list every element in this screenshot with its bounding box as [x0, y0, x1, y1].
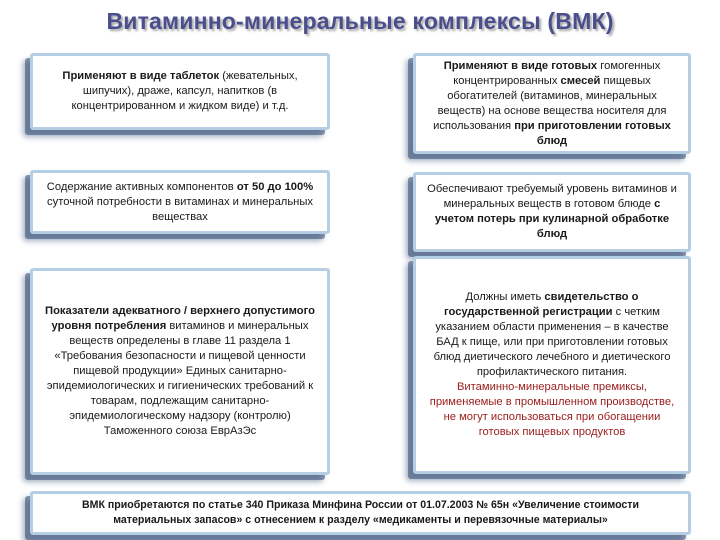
required-level-text-1: Обеспечивают требуемый уровень витаминов и минеральных веществ в готовом блюде	[427, 183, 677, 210]
state-registration-bold: свидетельство о государственной регистрации	[444, 291, 639, 318]
purchase-article-text: ВМК приобретаются по статье 340 Приказа Минфина России от 01.07.2003 № 65н «Увеличение стоимости материальных запасов» с отнесением к разделу «медикаменты и перевязочные материалы»	[82, 499, 639, 526]
active-content-text-2: суточной потребности в витаминах и минеральных веществах	[47, 195, 313, 223]
tablets-usage-card	[30, 53, 330, 130]
state-registration-text-2: с четким указанием области применения – в качестве БАД к пище, или при приготовлении готовых блюд диетического лечебного и диетического профилактического питания.	[433, 306, 671, 378]
consumption-indicators-bold: Показатели адекватного / верхнего допустимого уровня потребления	[45, 305, 315, 332]
consumption-indicators-rest: витаминов и минеральных веществ определены в главе 11 раздела 1 «Требования безопасности и пищевой ценности пищевой продукции» Единых санитарно-эпидемиологических и гигиенических требований к товарам, подлежащим санитарно-эпидемиологическому надзору (контролю) Таможенного союза ЕврАзЭс	[46, 320, 314, 437]
state-registration-card	[413, 256, 691, 474]
active-content-bold: от 50 до 100%	[236, 180, 314, 193]
active-content-text-1: Содержание активных компонентов	[46, 180, 237, 193]
required-level-bold: с учетом потерь при кулинарной обработке блюд	[434, 198, 670, 240]
tablets-usage-bold: Применяют в виде таблеток	[62, 70, 220, 82]
state-registration-text	[424, 290, 680, 380]
page-title: Витаминно-минеральные комплексы (ВМК)	[106, 8, 614, 34]
tablets-usage-text	[41, 69, 319, 114]
tablets-usage-rest: (жевательных, шипучих), драже, капсул, напитков (в концентрированном и жидком виде) и т.д.	[71, 70, 298, 112]
consumption-indicators-text	[41, 304, 319, 439]
active-content-card	[30, 170, 330, 234]
required-level-text	[424, 182, 680, 242]
ready-mixes-bold-3: при приготовлении готовых блюд	[514, 119, 671, 147]
premix-warning-text: Витаминно-минеральные премиксы, применяемые в промышленном производстве, не могут использоваться при обогащении готовых пищевых продуктов	[429, 381, 675, 438]
ready-mixes-usage-text	[424, 59, 680, 149]
ready-mixes-usage-card	[413, 53, 691, 154]
consumption-indicators-card	[30, 268, 330, 475]
state-registration-text-1: Должны иметь	[465, 291, 545, 303]
active-content-text	[41, 180, 319, 225]
ready-mixes-text-2: пищевых обогатителей (витаминов, минеральных веществ) на основе вещества носителя для использования	[433, 74, 667, 132]
purchase-article-card	[30, 491, 691, 535]
required-level-card	[413, 172, 691, 252]
ready-mixes-bold-2: смесей	[560, 74, 601, 87]
ready-mixes-bold-1: Применяют в виде готовых	[443, 59, 598, 72]
ready-mixes-text-1: гомогенных концентрированных	[453, 59, 661, 87]
